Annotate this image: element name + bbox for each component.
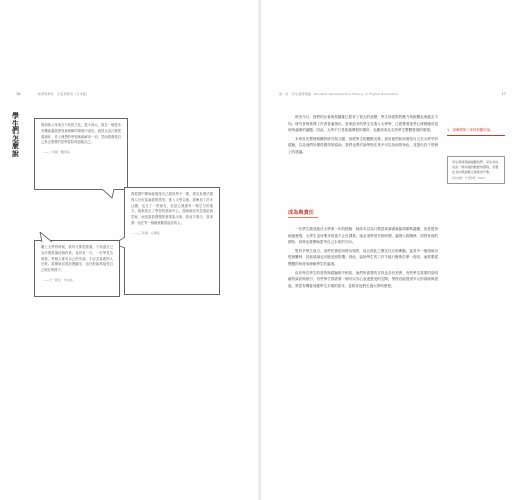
sidebar-text: 學生發展理論提醒我們，學生的成長是一個持續而動態的歷程，需要在支持與挑戰之間取得平衡。 bbox=[452, 160, 499, 174]
paragraph: 由於每位學生的背景與經驗都不相同，他們所需要的支持也各有差異。有些學生需要的是明確的資訊與指引，有些學生則需要一個可以安心表達感受的空間。學校若能提供多元的資源與管道，將更有機會回應學生多樣的需求，並陪伴他們走過大學的歷程。 bbox=[288, 270, 438, 288]
sidebar-box bbox=[447, 156, 505, 184]
speech-bubble bbox=[34, 240, 120, 297]
left-page bbox=[0, 0, 259, 500]
page-number: 16 bbox=[16, 92, 21, 96]
bubble-tail bbox=[38, 232, 54, 242]
speech-bubble bbox=[34, 118, 128, 190]
paragraph: 對許多學生而言，這些任務是同時出現的，而且彼此之間往往互相牽動。當其中一個領域出現困難時，其他領域也可能受到影響。因此，協助學生的工作不能只聚焦於單一面向，而需要從整體的角度來理解學生的處境。 bbox=[288, 248, 438, 266]
paragraph: 本章首先整理相關的研究與文獻，再從學生的觀點出發，探討他們如何看待自己在大學中的經驗，以及他們所期待獲得的協助。我們也將討論學校在其中可以扮演的角色，並提出若干實務上的建議。 bbox=[288, 136, 438, 154]
margin-note-text: 1 請參閱第三章的相關討論。 bbox=[447, 128, 494, 132]
running-head: 第一章 學生發展理論 Student Development Theory in Higher Education bbox=[279, 92, 399, 96]
section-heading: 成為與責任 bbox=[288, 210, 314, 216]
bubble-text: 我和我父母來自不同的文化，從小到大，我在一個從未有機會讓我感到被理解的環境中成長。我曾以為只要把書讀好、考上理想的學校就能解決一切，然而我發現自己真正需要的是學習如何認識自己。 bbox=[41, 123, 121, 145]
bubble-attribution: ——二年級・數學系 bbox=[43, 150, 71, 155]
body-text bbox=[288, 226, 438, 291]
paragraph: 時至今日，我們的社會與校園都已經有了很大的改變，學生所面對的壓力與挑戰也與過去不同。研究者與實務工作者普遍指出，愈來愈多的學生在進入大學時，已經帶著某些心理困擾或是尚待處理的議題。因此，大學不只是知識傳授的場所，也應該成為支持學生整體發展的環境。 bbox=[288, 115, 438, 133]
section-heading-underline bbox=[288, 217, 318, 218]
bubble-attribution: ——大一新生・外文系 bbox=[43, 277, 74, 282]
speech-bubble bbox=[124, 187, 220, 295]
bubble-text: 剛上大學的時候，我每天都很焦慮，不知道自己為什麼要讀這個科系。直到有一天，一位學長告訴我，每個人都有自己的步調，不必急著跟別人比較。我開始試著放慢腳步，也比較能夠接受自己現在的樣子。 bbox=[41, 245, 113, 273]
vertical-title: 學生們怎麼說 bbox=[12, 111, 19, 158]
bubble-attribution: ——三年級・心理系 bbox=[133, 230, 161, 235]
margin-note bbox=[447, 128, 505, 135]
sidebar-caption: 資料來源：作者整理（2020） bbox=[452, 177, 488, 181]
page-number: 17 bbox=[501, 92, 506, 96]
bubble-tail bbox=[100, 189, 120, 199]
body-text bbox=[288, 114, 438, 158]
margin-note-rule bbox=[447, 135, 505, 136]
paragraph: 一位學生描述她在大學第一年的經驗：她原本以為只要認真讀書就能夠順利適應，但是很快地她發現，大學生活所要求的遠不止於課業。她必須學習安排時間、處理人際關係、面對家庭的期待，同時也要開始思考自己未來的方向。 bbox=[288, 227, 438, 245]
running-head: 教育與研究 全集與研究（日本篇） bbox=[38, 92, 90, 96]
right-page bbox=[261, 0, 520, 500]
bubble-text: 我從國中開始就覺得自己跟同學不一樣，我沒有辦法跟別人好好談論我的感受。進入大學以後，我參加了許多社團，也交了一些朋友，但是心裡總有一塊空空的地方。後來我去了學校的諮商中心，諮商師沒有急著給我答案，而是陪我慢慢把事情說出來。我這才明白，原來我一直在等一個願意聽我說話的人。 bbox=[131, 192, 213, 225]
